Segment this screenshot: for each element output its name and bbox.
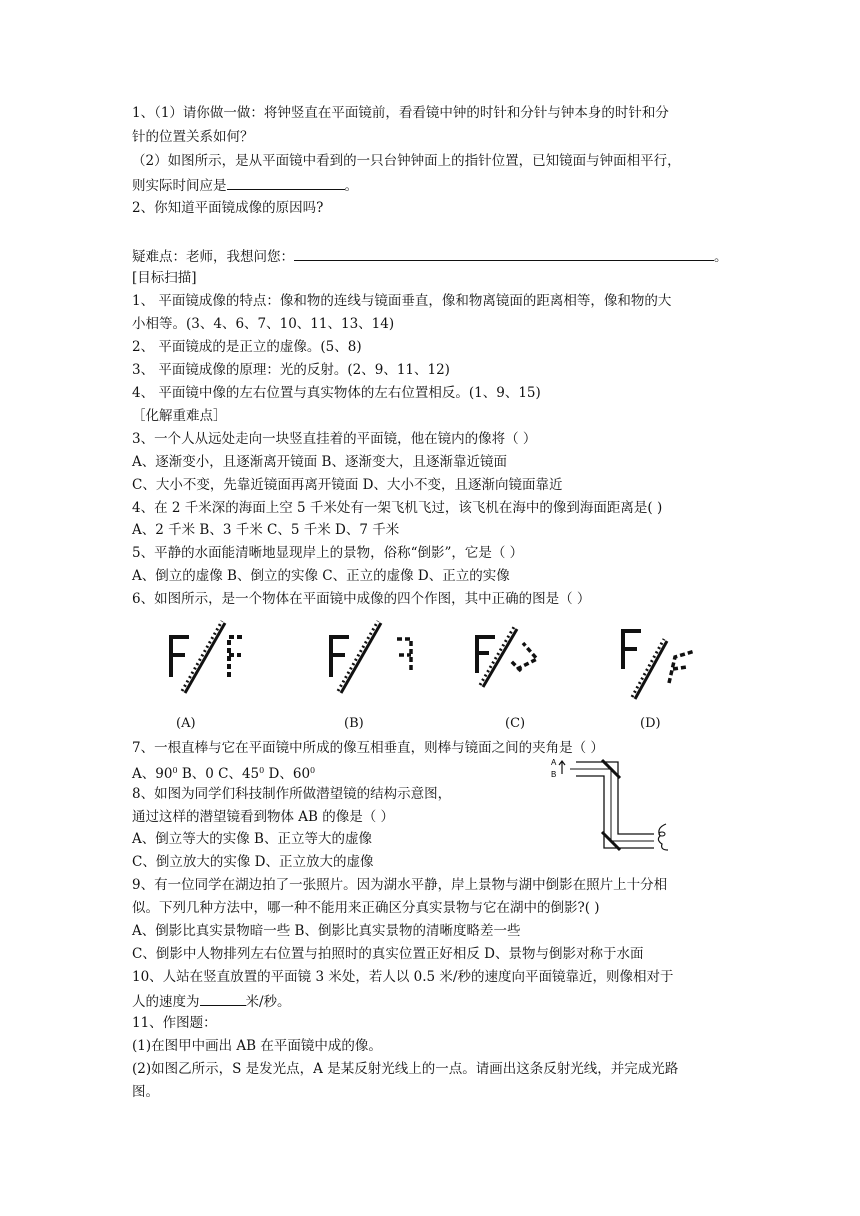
question-9-options-cd: C、倒影中人物排列左右位置与拍照时的真实位置正好相反 D、景物与倒影对称于水面	[132, 946, 644, 962]
image-f-a	[229, 637, 243, 677]
object-f-b	[331, 637, 349, 677]
question-6: 6、如图所示，是一个物体在平面镜中成像的四个作图，其中正确的图是（ ）	[132, 591, 591, 607]
question-3-options-cd: C、大小不变，先靠近镜面再离开镜面 D、大小不变，且逐渐向镜面靠近	[132, 477, 563, 493]
diagram-b	[331, 621, 411, 693]
question-1-line-4	[132, 175, 358, 195]
mirror-d	[635, 641, 667, 699]
caption-a: (A)	[176, 716, 196, 731]
diagram-d	[623, 631, 695, 699]
question-3: 3、一个人从远处走向一块竖直挂着的平面镜，他在镜内的像将（ ）	[132, 431, 537, 447]
question-5: 5、平静的水面能清晰地显现岸上的景物，俗称“倒影”，它是（ ）	[132, 545, 524, 561]
question-2: 2、你知道平面镜成像的原因吗?	[132, 200, 324, 216]
degree-mark: 0	[310, 766, 316, 775]
target-heading: [目标扫描]	[132, 270, 197, 286]
question-10-line-1: 10、人站在竖直放置的平面镜 3 米处，若人以 0.5 米/秒的速度向平面镜靠近，则像相对于	[132, 969, 674, 985]
question-4: 4、在 2 千米深的海面上空 5 千米处有一架飞机飞过，该飞机在海中的像到海面距离是( )	[132, 500, 663, 516]
figure-6-diagrams	[155, 615, 725, 710]
question-1-line-2: 针的位置关系如何？	[132, 129, 254, 145]
q7-option-bc: B、0 C、45	[177, 766, 260, 782]
question-9-options-ab: A、倒影比真实景物暗一些 B、倒影比真实景物的清晰度略差一些	[132, 923, 521, 939]
object-f-d	[623, 631, 641, 669]
object-f-c	[477, 637, 495, 673]
degree-mark: 0	[172, 766, 178, 775]
diagram-a	[171, 621, 243, 693]
question-11: 11、作图题：	[132, 1015, 217, 1031]
target-1-line-2: 小相等。(3、4、6、7、10、11、13、14)	[132, 316, 395, 332]
target-2: 2、 平面镜成的是正立的虚像。(5、8)	[132, 339, 362, 355]
difficulty-heading: ［化解重难点］	[132, 408, 227, 424]
degree-mark: 0	[259, 766, 265, 775]
question-5-options: A、倒立的虚像 B、倒立的实像 C、正立的虚像 D、正立的实像	[132, 568, 510, 584]
light-path	[570, 769, 654, 841]
caption-c: (C)	[505, 716, 526, 731]
q1-end: 。	[344, 178, 358, 194]
question-4-options: A、2 千米 B、3 千米 C、5 千米 D、7 千米	[132, 522, 400, 538]
doubt-end: 。	[714, 249, 728, 265]
question-11-part-2-line-1: (2)如图乙所示，S 是发光点，A 是某反射光线上的一点。请画出这条反射光线，并完成光路	[132, 1061, 679, 1077]
image-f-c	[511, 643, 537, 671]
object-f-a	[171, 637, 189, 677]
caption-d: (D)	[640, 716, 661, 731]
q1-text: 则实际时间应是	[132, 178, 227, 194]
observer-face	[658, 824, 668, 850]
question-10-line-2	[132, 991, 291, 1011]
mirror-b	[341, 623, 381, 693]
answer-blank	[200, 991, 246, 1006]
doubt-line	[132, 246, 728, 266]
question-9-line-1: 9、有一位同学在湖边拍了一张照片。因为湖水平静，岸上景物与湖中倒影在照片上十分相	[132, 877, 668, 893]
periscope-diagram	[548, 756, 690, 852]
question-1-line-3: （2）如图所示，是从平面镜中看到的一只台钟钟面上的指针位置，已知镜面与钟面相平行，	[132, 153, 681, 169]
target-1-line-1: 1、 平面镜成像的特点：像和物的连线与镜面垂直，像和物离镜面的距离相等，像和物的大	[132, 293, 672, 309]
question-1-line-1: 1、（1）请你做一做：将钟竖直在平面镜前，看看镜中钟的时针和分针与钟本身的时针和分	[132, 105, 669, 121]
answer-blank	[227, 175, 345, 190]
question-9-line-2: 似。下列几种方法中，哪一种不能用来正确区分真实景物与它在湖中的倒影?( )	[132, 900, 600, 916]
label-b: B	[551, 770, 557, 779]
doubt-label: 疑难点：老师，我想问您：	[132, 249, 294, 265]
question-11-part-1: (1)在图甲中画出 AB 在平面镜中成的像。	[132, 1038, 382, 1054]
mirror-a	[185, 623, 225, 693]
question-7: 7、一根直棒与它在平面镜中所成的像互相垂直，则棒与镜面之间的夹角是（ ）	[132, 740, 604, 756]
question-8-line-2: 通过这样的潜望镜看到物体 AB 的像是（ ）	[132, 809, 395, 825]
eye-icon	[659, 832, 665, 836]
doubt-blank	[294, 246, 714, 261]
image-f-b	[397, 639, 411, 673]
question-7-options	[132, 762, 315, 783]
question-8-options-cd: C、倒立放大的实像 D、正立放大的虚像	[132, 854, 374, 870]
q7-option-a: A、90	[132, 766, 173, 782]
caption-b: (B)	[344, 716, 364, 731]
diagram-c	[477, 627, 537, 687]
q10-text: 人的速度为	[132, 994, 200, 1010]
question-8-options-ab: A、倒立等大的实像 B、正立等大的虚像	[132, 831, 372, 847]
q10-unit: 米/秒。	[245, 994, 291, 1010]
image-f-d	[669, 651, 695, 683]
question-11-part-2-line-2: 图。	[132, 1084, 159, 1100]
question-8-line-1: 8、如图为同学们科技制作所做潜望镜的结构示意图，	[132, 786, 452, 802]
target-4: 4、 平面镜中像的左右位置与真实物体的左右位置相反。(1、9、15)	[132, 385, 541, 401]
label-a: A	[551, 758, 557, 767]
question-3-options-ab: A、逐渐变小，且逐渐离开镜面 B、逐渐变大，且逐渐靠近镜面	[132, 454, 507, 470]
target-3: 3、 平面镜成像的原理：光的反射。(2、9、11、12)	[132, 362, 450, 378]
q7-option-d: D、60	[264, 766, 311, 782]
